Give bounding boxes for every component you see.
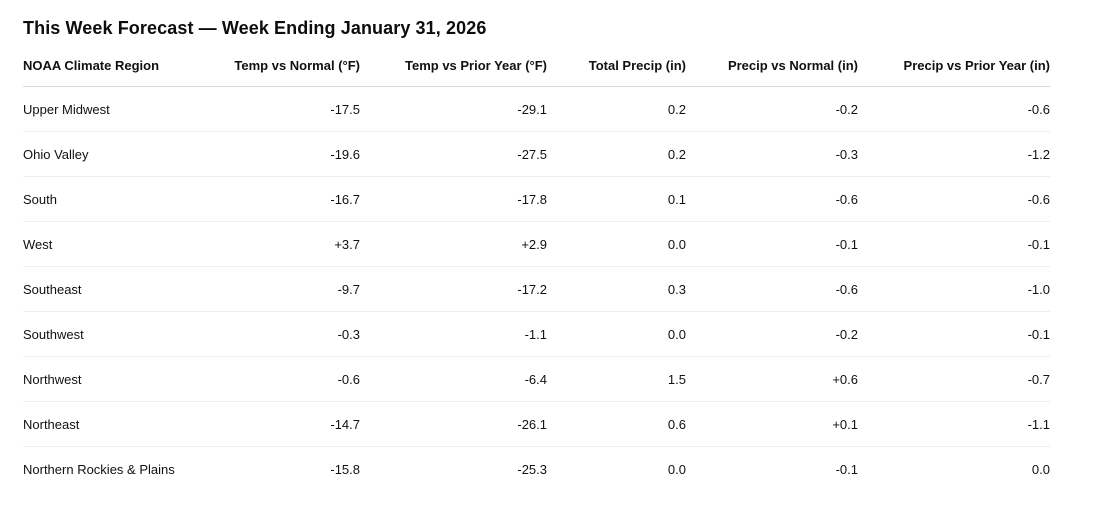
value-cell: -6.4 <box>360 357 547 402</box>
table-row <box>23 447 1050 492</box>
table-row <box>23 222 1050 267</box>
column-header: Precip vs Prior Year (in) <box>858 52 1050 87</box>
value-cell: -0.1 <box>858 312 1050 357</box>
column-header: Total Precip (in) <box>547 52 686 87</box>
value-cell: -0.3 <box>203 312 360 357</box>
column-header: NOAA Climate Region <box>23 52 203 87</box>
value-cell: -26.1 <box>360 402 547 447</box>
value-cell: 0.1 <box>547 177 686 222</box>
value-cell: -16.7 <box>203 177 360 222</box>
table-row <box>23 177 1050 222</box>
value-cell: 0.0 <box>1031 461 1050 477</box>
table-header <box>23 52 1050 87</box>
region-cell: Upper Midwest <box>23 87 203 132</box>
value-cell: 0.0 <box>547 312 686 357</box>
value-cell: -0.6 <box>686 267 858 312</box>
value-cell: -0.7 <box>858 357 1050 402</box>
value-cell: +0.6 <box>686 357 858 402</box>
column-header: Temp vs Prior Year (°F) <box>360 52 547 87</box>
value-cell: +0.1 <box>686 402 858 447</box>
value-cell: +3.7 <box>203 222 360 267</box>
value-cell: -0.6 <box>203 357 360 402</box>
value-cell: 0.6 <box>547 402 686 447</box>
table-row <box>23 87 1050 132</box>
value-cell: -1.1 <box>360 312 547 357</box>
value-cell: -0.6 <box>686 177 858 222</box>
header-row <box>23 52 1050 87</box>
value-cell: -14.7 <box>203 402 360 447</box>
value-cell: -17.5 <box>203 87 360 132</box>
table-row <box>23 357 1050 402</box>
value-cell: -17.2 <box>360 267 547 312</box>
column-header: Precip vs Normal (in) <box>686 52 858 87</box>
table-row <box>23 267 1050 312</box>
value-cell: -17.8 <box>360 177 547 222</box>
value-cell: 0.2 <box>547 87 686 132</box>
region-cell: Northern Rockies & Plains <box>23 461 175 477</box>
value-cell: -0.6 <box>858 177 1050 222</box>
value-cell: -29.1 <box>360 87 547 132</box>
forecast-table <box>23 52 1050 491</box>
region-cell: Northeast <box>23 402 203 447</box>
region-cell: Ohio Valley <box>23 132 203 177</box>
table-row <box>23 402 1050 447</box>
value-cell: -1.0 <box>858 267 1050 312</box>
value-cell: -0.1 <box>686 222 858 267</box>
value-cell: -0.2 <box>686 87 858 132</box>
table-row <box>23 132 1050 177</box>
table-body <box>23 87 1050 492</box>
value-cell: 0.2 <box>547 132 686 177</box>
value-cell: -0.3 <box>686 132 858 177</box>
value-cell: +2.9 <box>360 222 547 267</box>
region-cell: West <box>23 222 203 267</box>
value-cell: -25.3 <box>517 461 547 477</box>
value-cell: -1.1 <box>858 402 1050 447</box>
region-cell: Southeast <box>23 267 203 312</box>
value-cell: -0.1 <box>835 461 858 477</box>
column-header: Temp vs Normal (°F) <box>203 52 360 87</box>
value-cell: -9.7 <box>203 267 360 312</box>
value-cell: -0.1 <box>858 222 1050 267</box>
region-cell: Southwest <box>23 312 203 357</box>
value-cell: -1.2 <box>858 132 1050 177</box>
value-cell: -19.6 <box>203 132 360 177</box>
region-cell: South <box>23 177 203 222</box>
value-cell: -0.6 <box>858 87 1050 132</box>
value-cell: 0.0 <box>547 222 686 267</box>
region-cell: Northwest <box>23 357 203 402</box>
value-cell: 0.3 <box>547 267 686 312</box>
page-title: This Week Forecast — Week Ending January 31, 2026 <box>23 18 487 38</box>
value-cell: 1.5 <box>547 357 686 402</box>
value-cell: -0.2 <box>686 312 858 357</box>
value-cell: -15.8 <box>330 461 360 477</box>
value-cell: -27.5 <box>360 132 547 177</box>
table-row <box>23 312 1050 357</box>
value-cell: 0.0 <box>667 461 686 477</box>
